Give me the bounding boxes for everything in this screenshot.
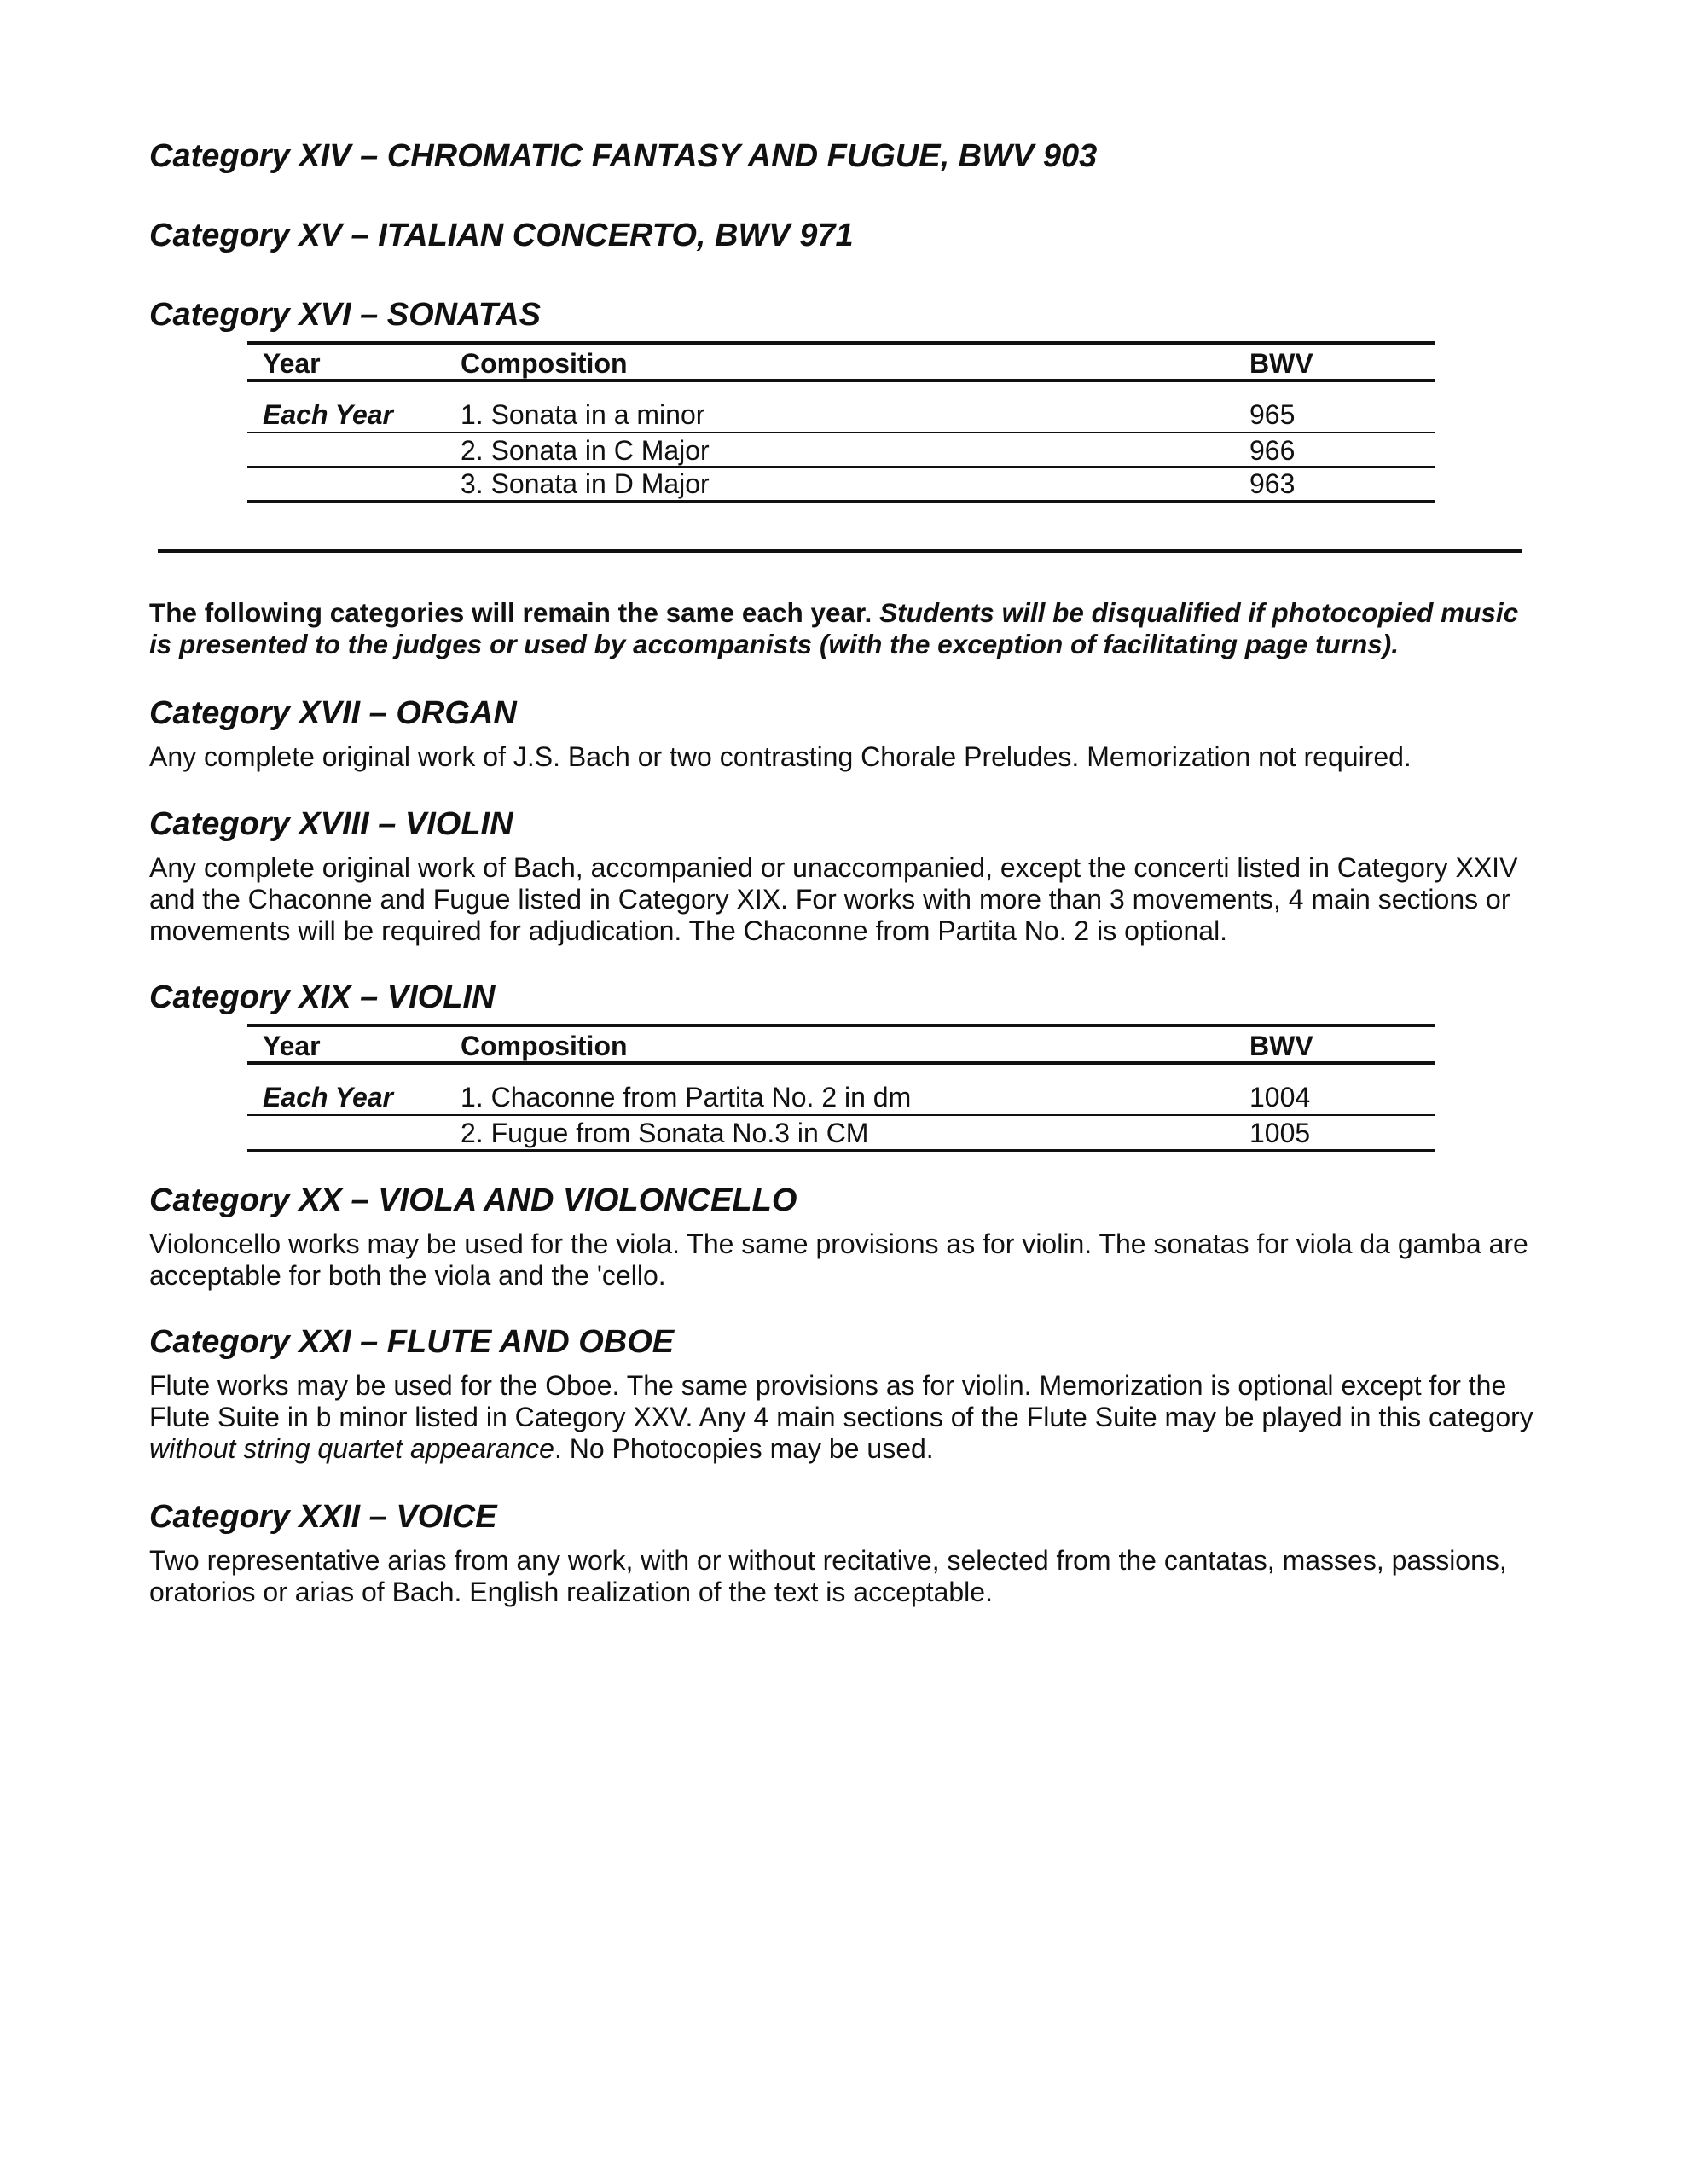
table-row-bwv: 965 [1249,399,1296,430]
flute-text-part1: Flute works may be used for the Oboe. The same provisions as for violin. Memorization is optional except for the Flute Suite in b minor listed in Category XXV. Any 4 main sections of the Flute Suite may be played in this category [149,1370,1533,1432]
category-xxi-heading: Category XXI – FLUTE AND OBOE [149,1324,675,1360]
table-row-rule [247,432,1435,433]
table-row-bwv: 966 [1249,435,1296,466]
flute-description [149,1370,1548,1465]
flute-text-italic: without string quartet appearance [149,1433,554,1464]
column-header-composition: Composition [461,348,628,379]
category-xvii-heading: Category XVII – ORGAN [149,695,517,731]
violin-description: Any complete original work of Bach, accompanied or unaccompanied, except the concerti listed in Category XXIV and the Chaconne and Fugue listed in Category XIX. For works with more than 3 movements, 4 main sections or movements will be required for adjudication. The Chaconne from Partita No. 2 is optional. [149,852,1518,946]
table-row-bwv: 963 [1249,468,1296,499]
table-header-rule [247,379,1435,382]
table-row-composition: 1. Chaconne from Partita No. 2 in dm [461,1082,912,1112]
column-header-bwv: BWV [1249,348,1313,379]
table-row-composition: 1. Sonata in a minor [461,399,705,430]
table-header-rule [247,1061,1435,1065]
table-row-composition: 2. Sonata in C Major [461,435,710,466]
category-xiv-heading: Category XIV – CHROMATIC FANTASY AND FUGUE, BWV 903 [149,138,1098,174]
voice-description: Two representative arias from any work, with or without recitative, selected from the cantatas, masses, passions, oratorios or arias of Bach. English realization of the text is acceptable. [149,1545,1507,1607]
table-top-rule [247,1024,1435,1027]
table-top-rule [247,341,1435,345]
table-bottom-rule [247,1149,1435,1152]
intro-statement: The following categories will remain the same each year. [149,597,872,628]
table-row-year: Each Year [263,1082,393,1112]
table-row-composition: 2. Fugue from Sonata No.3 in CM [461,1118,869,1148]
table-row-composition: 3. Sonata in D Major [461,468,710,499]
intro-paragraph [149,597,1548,660]
section-divider [158,549,1522,553]
table-row-bwv: 1004 [1249,1082,1311,1112]
column-header-year: Year [263,348,321,379]
table-row-bwv: 1005 [1249,1118,1311,1148]
category-xxii-heading: Category XXII – VOICE [149,1499,497,1535]
category-xvi-heading: Category XVI – SONATAS [149,297,541,333]
table-bottom-rule [247,500,1435,503]
category-xv-heading: Category XV – ITALIAN CONCERTO, BWV 971 [149,218,854,253]
intro-warning: Students will be disqualified if photocopied music is presented to the judges or used by accompanists (with the exception of facilitating page turns). [149,597,1519,659]
table-row-year: Each Year [263,399,393,430]
category-xx-heading: Category XX – VIOLA AND VIOLONCELLO [149,1182,797,1218]
table-row-rule [247,1114,1435,1116]
category-xix-heading: Category XIX – VIOLIN [149,979,496,1015]
viola-description: Violoncello works may be used for the viola. The same provisions as for violin. The sonatas for viola da gamba are acceptable for both the viola and the 'cello. [149,1228,1528,1291]
flute-text-part2: . No Photocopies may be used. [554,1433,934,1464]
column-header-bwv: BWV [1249,1031,1313,1061]
column-header-composition: Composition [461,1031,628,1061]
category-xviii-heading: Category XVIII – VIOLIN [149,806,513,842]
column-header-year: Year [263,1031,321,1061]
violin-table [247,1024,1435,1153]
organ-description: Any complete original work of J.S. Bach or two contrasting Chorale Preludes. Memorization not required. [149,741,1412,772]
sonatas-table [247,341,1435,503]
